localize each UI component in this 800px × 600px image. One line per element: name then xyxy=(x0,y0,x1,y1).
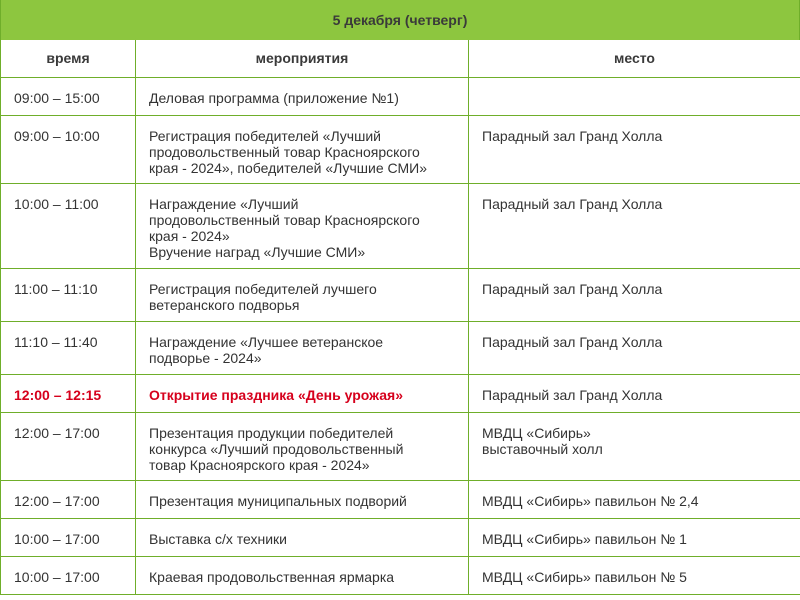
event-cell: Награждение «Лучшее ветеранское подворье - 2024» xyxy=(136,321,469,374)
time-cell: 12:00 – 12:15 xyxy=(1,374,136,412)
event-cell: Презентация муниципальных подворий xyxy=(136,480,469,518)
schedule-row xyxy=(1,556,800,594)
time-cell: 09:00 – 15:00 xyxy=(1,77,136,115)
event-cell: Регистрация победителей лучшего ветеранского подворья xyxy=(136,268,469,321)
day-title: 5 декабря (четверг) xyxy=(0,0,800,40)
event-cell: Открытие праздника «День урожая» xyxy=(136,374,469,412)
event-cell: Награждение «Лучший продовольственный товар Красноярского края - 2024» Вручение наград «Лучшие СМИ» xyxy=(136,183,469,268)
time-cell: 10:00 – 17:00 xyxy=(1,556,136,594)
event-cell: Деловая программа (приложение №1) xyxy=(136,77,469,115)
place-cell: МВДЦ «Сибирь» павильон № 1 xyxy=(469,518,800,556)
schedule-row xyxy=(1,518,800,556)
place-cell: Парадный зал Гранд Холла xyxy=(469,268,800,321)
time-cell: 09:00 – 10:00 xyxy=(1,115,136,183)
event-cell: Регистрация победителей «Лучший продовольственный товар Красноярского края - 2024», победителей «Лучшие СМИ» xyxy=(136,115,469,183)
place-cell: Парадный зал Гранд Холла xyxy=(469,115,800,183)
schedule-row xyxy=(1,115,800,183)
column-header-place: место xyxy=(469,40,800,77)
schedule-row xyxy=(1,374,800,412)
event-cell: Презентация продукции победителей конкурса «Лучший продовольственный товар Красноярского края - 2024» xyxy=(136,412,469,480)
place-cell: Парадный зал Гранд Холла xyxy=(469,183,800,268)
time-cell: 10:00 – 17:00 xyxy=(1,518,136,556)
event-cell: Выставка с/х техники xyxy=(136,518,469,556)
schedule-row xyxy=(1,77,800,115)
schedule-table xyxy=(0,40,800,595)
time-cell: 12:00 – 17:00 xyxy=(1,480,136,518)
place-cell: Парадный зал Гранд Холла xyxy=(469,374,800,412)
place-cell: Парадный зал Гранд Холла xyxy=(469,321,800,374)
column-header-event: мероприятия xyxy=(136,40,469,77)
schedule-row xyxy=(1,321,800,374)
time-cell: 11:00 – 11:10 xyxy=(1,268,136,321)
schedule-row xyxy=(1,268,800,321)
place-cell: МВДЦ «Сибирь» павильон № 5 xyxy=(469,556,800,594)
place-cell: МВДЦ «Сибирь» павильон № 2,4 xyxy=(469,480,800,518)
schedule-row xyxy=(1,480,800,518)
schedule-row xyxy=(1,412,800,480)
schedule-row xyxy=(1,183,800,268)
event-cell: Краевая продовольственная ярмарка xyxy=(136,556,469,594)
column-header-time: время xyxy=(1,40,136,77)
time-cell: 11:10 – 11:40 xyxy=(1,321,136,374)
place-cell: МВДЦ «Сибирь» выставочный холл xyxy=(469,412,800,480)
time-cell: 10:00 – 11:00 xyxy=(1,183,136,268)
place-cell xyxy=(469,77,800,115)
column-header-row xyxy=(1,40,800,77)
time-cell: 12:00 – 17:00 xyxy=(1,412,136,480)
